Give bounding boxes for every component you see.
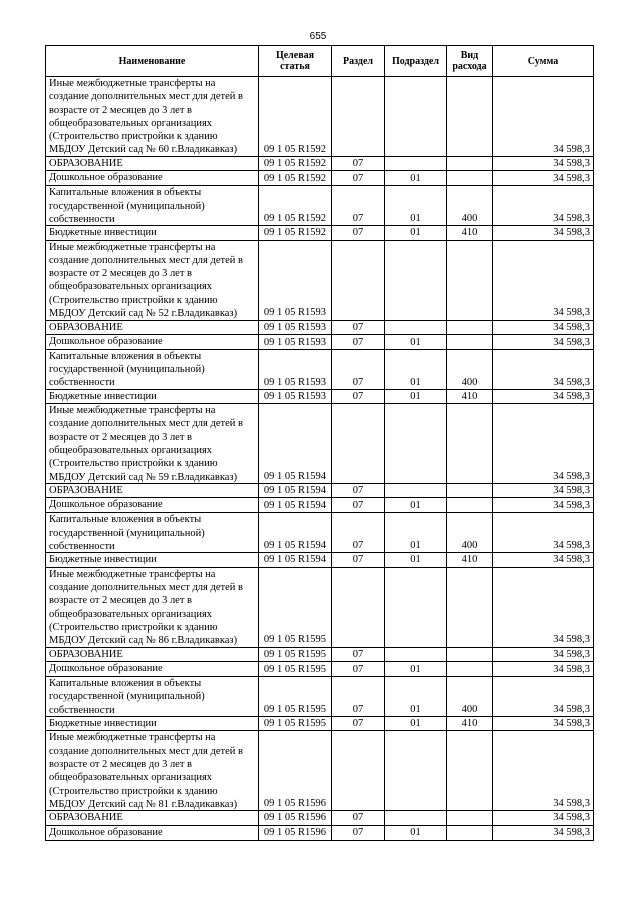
amount-text: 34 598,3 bbox=[553, 540, 590, 552]
section-cell bbox=[332, 389, 385, 403]
subsection-cell bbox=[385, 677, 447, 717]
column-header-name-text: Наименование bbox=[118, 55, 186, 67]
target-cell bbox=[259, 553, 332, 567]
amount-cell bbox=[493, 677, 594, 717]
amount-cell bbox=[493, 731, 594, 811]
amount-cell bbox=[493, 334, 594, 349]
name-text: ОБРАЗОВАНИЕ bbox=[49, 158, 123, 169]
name-text: Дошкольное образование bbox=[49, 499, 163, 511]
section-text: 07 bbox=[352, 227, 364, 239]
name-text: Капитальные вложения в объекты государственной (муниципальной) собственности bbox=[49, 678, 205, 716]
amount-cell bbox=[493, 349, 594, 389]
name-cell bbox=[46, 717, 259, 731]
target-text: 09 1 05 R1596 bbox=[263, 812, 327, 824]
amount-cell bbox=[493, 186, 594, 226]
subsection-cell bbox=[385, 513, 447, 553]
name-cell bbox=[46, 240, 259, 320]
amount-text: 34 598,3 bbox=[553, 718, 590, 730]
name-text: Капитальные вложения в объекты государственной (муниципальной) собственности bbox=[49, 187, 205, 225]
expense-type-text: 400 bbox=[461, 376, 478, 388]
subsection-text: 01 bbox=[410, 227, 421, 239]
target-cell bbox=[259, 567, 332, 647]
target-text: 09 1 05 R1595 bbox=[263, 634, 327, 646]
target-cell bbox=[259, 404, 332, 484]
expense-type-cell bbox=[447, 389, 493, 403]
expense-type-text: 400 bbox=[461, 703, 478, 715]
column-header-amount bbox=[493, 46, 594, 77]
amount-text: 34 598,3 bbox=[553, 227, 590, 239]
name-text: ОБРАЗОВАНИЕ bbox=[49, 321, 123, 333]
table-row bbox=[46, 513, 594, 553]
name-text: Иные межбюджетные трансферты на создание дополнительных мест для детей в возрасте от 2 месяцев до 3 лет в общеобразовательных организациях (Строительство пристройки к зданию МБДОУ Детский сад № 81 г.Владикавказ) bbox=[49, 732, 243, 810]
name-cell bbox=[46, 349, 259, 389]
section-text: 07 bbox=[352, 718, 364, 730]
subsection-cell bbox=[385, 662, 447, 677]
amount-cell bbox=[493, 171, 594, 186]
section-cell bbox=[332, 226, 385, 240]
subsection-text: 01 bbox=[410, 827, 421, 839]
amount-cell bbox=[493, 662, 594, 677]
table-row bbox=[46, 677, 594, 717]
column-header-name bbox=[46, 46, 259, 77]
section-cell bbox=[332, 647, 385, 661]
amount-text: 34 598,3 bbox=[553, 703, 590, 715]
amount-text: 34 598,3 bbox=[553, 173, 590, 184]
expense-type-cell bbox=[447, 677, 493, 717]
name-text: Капитальные вложения в объекты государственной (муниципальной) собственности bbox=[49, 350, 205, 389]
section-cell bbox=[332, 567, 385, 647]
target-text: 09 1 05 R1595 bbox=[263, 718, 327, 730]
target-text: 09 1 05 R1593 bbox=[263, 321, 327, 333]
table-row bbox=[46, 77, 594, 157]
expense-type-text: 400 bbox=[461, 213, 478, 224]
expense-type-text: 410 bbox=[461, 390, 478, 402]
table-row bbox=[46, 404, 594, 484]
name-text: ОБРАЗОВАНИЕ bbox=[49, 648, 123, 660]
column-header-expense-type-text: Вид расхода bbox=[452, 50, 487, 72]
section-cell bbox=[332, 553, 385, 567]
section-cell bbox=[332, 240, 385, 320]
target-cell bbox=[259, 171, 332, 186]
subsection-text: 01 bbox=[410, 554, 421, 566]
expense-type-text: 410 bbox=[461, 554, 478, 566]
subsection-text: 01 bbox=[410, 500, 421, 512]
amount-cell bbox=[493, 498, 594, 513]
name-cell bbox=[46, 731, 259, 811]
section-cell bbox=[332, 662, 385, 677]
subsection-text: 01 bbox=[410, 376, 421, 388]
section-cell bbox=[332, 157, 385, 171]
column-header-section-text: Раздел bbox=[342, 55, 374, 67]
target-cell bbox=[259, 731, 332, 811]
name-cell bbox=[46, 389, 259, 403]
table-row bbox=[46, 567, 594, 647]
amount-cell bbox=[493, 226, 594, 240]
expense-type-cell bbox=[447, 404, 493, 484]
column-header-section bbox=[332, 46, 385, 77]
subsection-text: 01 bbox=[410, 336, 421, 348]
target-text: 09 1 05 R1594 bbox=[263, 470, 327, 482]
expense-type-cell bbox=[447, 320, 493, 334]
expense-type-cell bbox=[447, 484, 493, 498]
section-text: 07 bbox=[352, 485, 364, 497]
target-cell bbox=[259, 334, 332, 349]
target-cell bbox=[259, 484, 332, 498]
amount-text: 34 598,3 bbox=[553, 143, 590, 155]
subsection-cell bbox=[385, 240, 447, 320]
name-text: Дошкольное образование bbox=[49, 663, 163, 675]
expense-type-cell bbox=[447, 647, 493, 661]
subsection-cell bbox=[385, 498, 447, 513]
target-cell bbox=[259, 186, 332, 226]
target-cell bbox=[259, 513, 332, 553]
name-cell bbox=[46, 77, 259, 157]
target-text: 09 1 05 R1593 bbox=[263, 376, 327, 388]
section-cell bbox=[332, 677, 385, 717]
amount-text: 34 598,3 bbox=[553, 827, 590, 839]
amount-cell bbox=[493, 157, 594, 171]
target-cell bbox=[259, 811, 332, 825]
section-text: 07 bbox=[352, 500, 364, 512]
section-cell bbox=[332, 171, 385, 186]
amount-text: 34 598,3 bbox=[553, 307, 590, 319]
target-text: 09 1 05 R1594 bbox=[263, 540, 327, 552]
column-header-subsection-text: Подраздел bbox=[391, 55, 440, 67]
section-cell bbox=[332, 717, 385, 731]
name-cell bbox=[46, 186, 259, 226]
amount-cell bbox=[493, 320, 594, 334]
subsection-cell bbox=[385, 567, 447, 647]
amount-cell bbox=[493, 717, 594, 731]
expense-type-cell bbox=[447, 567, 493, 647]
target-cell bbox=[259, 349, 332, 389]
name-cell bbox=[46, 404, 259, 484]
section-text: 07 bbox=[352, 540, 364, 552]
section-text: 07 bbox=[352, 554, 364, 566]
expense-type-cell bbox=[447, 498, 493, 513]
expense-type-cell bbox=[447, 553, 493, 567]
expense-type-cell bbox=[447, 157, 493, 171]
subsection-cell bbox=[385, 647, 447, 661]
target-cell bbox=[259, 226, 332, 240]
amount-text: 34 598,3 bbox=[553, 470, 590, 482]
table-row bbox=[46, 186, 594, 226]
name-cell bbox=[46, 513, 259, 553]
amount-text: 34 598,3 bbox=[553, 500, 590, 512]
expense-type-cell bbox=[447, 731, 493, 811]
expense-type-cell bbox=[447, 349, 493, 389]
section-text: 07 bbox=[352, 648, 364, 660]
section-cell bbox=[332, 349, 385, 389]
name-cell bbox=[46, 157, 259, 171]
expense-type-cell bbox=[447, 186, 493, 226]
target-text: 09 1 05 R1595 bbox=[263, 648, 327, 660]
target-text: 09 1 05 R1595 bbox=[263, 703, 327, 715]
table-row bbox=[46, 240, 594, 320]
section-text: 07 bbox=[352, 703, 364, 715]
target-text: 09 1 05 R1592 bbox=[263, 158, 327, 169]
subsection-text: 01 bbox=[410, 663, 421, 675]
expense-type-cell bbox=[447, 240, 493, 320]
name-cell bbox=[46, 498, 259, 513]
subsection-cell bbox=[385, 553, 447, 567]
target-cell bbox=[259, 240, 332, 320]
column-header-target bbox=[259, 46, 332, 77]
name-cell bbox=[46, 484, 259, 498]
table-row bbox=[46, 484, 594, 498]
target-text: 09 1 05 R1595 bbox=[263, 663, 327, 675]
section-text: 07 bbox=[352, 213, 364, 224]
amount-text: 34 598,3 bbox=[553, 213, 590, 224]
expense-type-text: 400 bbox=[461, 540, 478, 552]
subsection-text: 01 bbox=[410, 390, 421, 402]
amount-cell bbox=[493, 811, 594, 825]
expense-type-cell bbox=[447, 513, 493, 553]
section-cell bbox=[332, 731, 385, 811]
amount-text: 34 598,3 bbox=[553, 485, 590, 497]
section-cell bbox=[332, 498, 385, 513]
table-body bbox=[46, 77, 594, 841]
section-text: 07 bbox=[352, 336, 364, 348]
amount-cell bbox=[493, 825, 594, 840]
amount-cell bbox=[493, 647, 594, 661]
name-cell bbox=[46, 567, 259, 647]
expense-type-cell bbox=[447, 825, 493, 840]
subsection-cell bbox=[385, 731, 447, 811]
budget-table bbox=[45, 45, 594, 841]
table-row bbox=[46, 825, 594, 840]
table-row bbox=[46, 334, 594, 349]
subsection-text: 01 bbox=[410, 540, 421, 552]
amount-text: 34 598,3 bbox=[553, 798, 590, 810]
target-cell bbox=[259, 498, 332, 513]
name-cell bbox=[46, 811, 259, 825]
target-text: 09 1 05 R1593 bbox=[263, 307, 327, 319]
name-text: Бюджетные инвестиции bbox=[49, 390, 157, 402]
name-cell bbox=[46, 334, 259, 349]
name-text: Дошкольное образование bbox=[49, 826, 163, 838]
amount-cell bbox=[493, 513, 594, 553]
subsection-cell bbox=[385, 334, 447, 349]
subsection-cell bbox=[385, 349, 447, 389]
amount-cell bbox=[493, 567, 594, 647]
expense-type-text: 410 bbox=[461, 718, 478, 730]
name-text: Бюджетные инвестиции bbox=[49, 718, 157, 730]
table-row bbox=[46, 157, 594, 171]
target-cell bbox=[259, 825, 332, 840]
table-row bbox=[46, 731, 594, 811]
table-row bbox=[46, 553, 594, 567]
section-cell bbox=[332, 825, 385, 840]
target-cell bbox=[259, 647, 332, 661]
subsection-cell bbox=[385, 811, 447, 825]
table-row bbox=[46, 171, 594, 186]
subsection-cell bbox=[385, 320, 447, 334]
table-row bbox=[46, 226, 594, 240]
section-cell bbox=[332, 334, 385, 349]
subsection-cell bbox=[385, 171, 447, 186]
name-text: Иные межбюджетные трансферты на создание дополнительных мест для детей в возрасте от 2 месяцев до 3 лет в общеобразовательных организациях (Строительство пристройки к зданию МБДОУ Детский сад № 60 г.Владикавказ) bbox=[49, 78, 243, 156]
target-text: 09 1 05 R1592 bbox=[263, 143, 327, 155]
table-row bbox=[46, 498, 594, 513]
section-text: 07 bbox=[352, 376, 364, 388]
table-row bbox=[46, 811, 594, 825]
name-text: Дошкольное образование bbox=[49, 335, 163, 347]
amount-text: 34 598,3 bbox=[553, 634, 590, 646]
target-cell bbox=[259, 320, 332, 334]
amount-text: 34 598,3 bbox=[553, 158, 590, 169]
amount-cell bbox=[493, 553, 594, 567]
header-row bbox=[46, 46, 594, 77]
section-text: 07 bbox=[352, 173, 364, 184]
page-number: 655 bbox=[309, 31, 327, 42]
section-text: 07 bbox=[352, 812, 364, 824]
name-cell bbox=[46, 553, 259, 567]
table-row bbox=[46, 320, 594, 334]
subsection-text: 01 bbox=[410, 173, 421, 184]
name-text: Иные межбюджетные трансферты на создание дополнительных мест для детей в возрасте от 2 месяцев до 3 лет в общеобразовательных организациях (Строительство пристройки к зданию МБДОУ Детский сад № 59 г.Владикавказ) bbox=[49, 405, 243, 483]
target-text: 09 1 05 R1592 bbox=[263, 213, 327, 224]
name-cell bbox=[46, 647, 259, 661]
target-text: 09 1 05 R1594 bbox=[263, 500, 327, 512]
amount-text: 34 598,3 bbox=[553, 812, 590, 824]
subsection-cell bbox=[385, 226, 447, 240]
expense-type-cell bbox=[447, 717, 493, 731]
expense-type-cell bbox=[447, 811, 493, 825]
section-cell bbox=[332, 77, 385, 157]
expense-type-text: 410 bbox=[461, 227, 478, 239]
expense-type-cell bbox=[447, 226, 493, 240]
table-row bbox=[46, 647, 594, 661]
target-cell bbox=[259, 717, 332, 731]
section-cell bbox=[332, 484, 385, 498]
name-cell bbox=[46, 825, 259, 840]
amount-cell bbox=[493, 404, 594, 484]
name-text: ОБРАЗОВАНИЕ bbox=[49, 812, 123, 824]
section-cell bbox=[332, 320, 385, 334]
section-text: 07 bbox=[352, 321, 364, 333]
target-cell bbox=[259, 677, 332, 717]
expense-type-cell bbox=[447, 77, 493, 157]
expense-type-cell bbox=[447, 171, 493, 186]
subsection-cell bbox=[385, 77, 447, 157]
subsection-text: 01 bbox=[410, 703, 421, 715]
target-text: 09 1 05 R1594 bbox=[263, 554, 327, 566]
name-cell bbox=[46, 677, 259, 717]
subsection-cell bbox=[385, 186, 447, 226]
section-text: 07 bbox=[352, 663, 364, 675]
name-cell bbox=[46, 171, 259, 186]
section-text: 07 bbox=[352, 390, 364, 402]
expense-type-cell bbox=[447, 662, 493, 677]
column-header-amount-text: Сумма bbox=[527, 55, 559, 67]
subsection-cell bbox=[385, 825, 447, 840]
target-text: 09 1 05 R1594 bbox=[263, 485, 327, 497]
amount-cell bbox=[493, 484, 594, 498]
target-text: 09 1 05 R1592 bbox=[263, 173, 327, 184]
target-cell bbox=[259, 662, 332, 677]
subsection-cell bbox=[385, 484, 447, 498]
amount-cell bbox=[493, 77, 594, 157]
subsection-cell bbox=[385, 157, 447, 171]
column-header-expense-type bbox=[447, 46, 493, 77]
target-cell bbox=[259, 389, 332, 403]
target-cell bbox=[259, 157, 332, 171]
amount-text: 34 598,3 bbox=[553, 554, 590, 566]
table-row bbox=[46, 349, 594, 389]
expense-type-cell bbox=[447, 334, 493, 349]
target-text: 09 1 05 R1593 bbox=[263, 390, 327, 402]
section-cell bbox=[332, 404, 385, 484]
amount-text: 34 598,3 bbox=[553, 663, 590, 675]
amount-cell bbox=[493, 389, 594, 403]
section-cell bbox=[332, 811, 385, 825]
name-text: Иные межбюджетные трансферты на создание дополнительных мест для детей в возрасте от 2 месяцев до 3 лет в общеобразовательных организациях (Строительство пристройки к зданию МБДОУ Детский сад № 86 г.Владикавказ) bbox=[49, 568, 243, 647]
amount-text: 34 598,3 bbox=[553, 390, 590, 402]
name-text: ОБРАЗОВАНИЕ bbox=[49, 485, 123, 497]
name-cell bbox=[46, 320, 259, 334]
target-text: 09 1 05 R1596 bbox=[263, 827, 327, 839]
subsection-text: 01 bbox=[410, 213, 421, 224]
subsection-cell bbox=[385, 717, 447, 731]
name-cell bbox=[46, 226, 259, 240]
target-text: 09 1 05 R1592 bbox=[263, 227, 327, 239]
name-text: Капитальные вложения в объекты государственной (муниципальной) собственности bbox=[49, 514, 205, 553]
column-header-subsection bbox=[385, 46, 447, 77]
amount-text: 34 598,3 bbox=[553, 321, 590, 333]
table-row bbox=[46, 717, 594, 731]
name-text: Бюджетные инвестиции bbox=[49, 554, 157, 566]
amount-text: 34 598,3 bbox=[553, 336, 590, 348]
target-text: 09 1 05 R1593 bbox=[263, 336, 327, 348]
name-text: Бюджетные инвестиции bbox=[49, 227, 157, 239]
table-row bbox=[46, 389, 594, 403]
subsection-cell bbox=[385, 404, 447, 484]
amount-text: 34 598,3 bbox=[553, 376, 590, 388]
column-header-target-text: Целевая статья bbox=[275, 50, 315, 72]
section-text: 07 bbox=[352, 158, 364, 169]
amount-text: 34 598,3 bbox=[553, 648, 590, 660]
subsection-text: 01 bbox=[410, 718, 421, 730]
name-text: Дошкольное образование bbox=[49, 172, 163, 184]
section-text: 07 bbox=[352, 827, 364, 839]
target-cell bbox=[259, 77, 332, 157]
subsection-cell bbox=[385, 389, 447, 403]
table-row bbox=[46, 662, 594, 677]
amount-cell bbox=[493, 240, 594, 320]
name-cell bbox=[46, 662, 259, 677]
section-cell bbox=[332, 186, 385, 226]
target-text: 09 1 05 R1596 bbox=[263, 798, 327, 810]
name-text: Иные межбюджетные трансферты на создание дополнительных мест для детей в возрасте от 2 месяцев до 3 лет в общеобразовательных организациях (Строительство пристройки к зданию МБДОУ Детский сад № 52 г.Владикавказ) bbox=[49, 241, 243, 320]
section-cell bbox=[332, 513, 385, 553]
